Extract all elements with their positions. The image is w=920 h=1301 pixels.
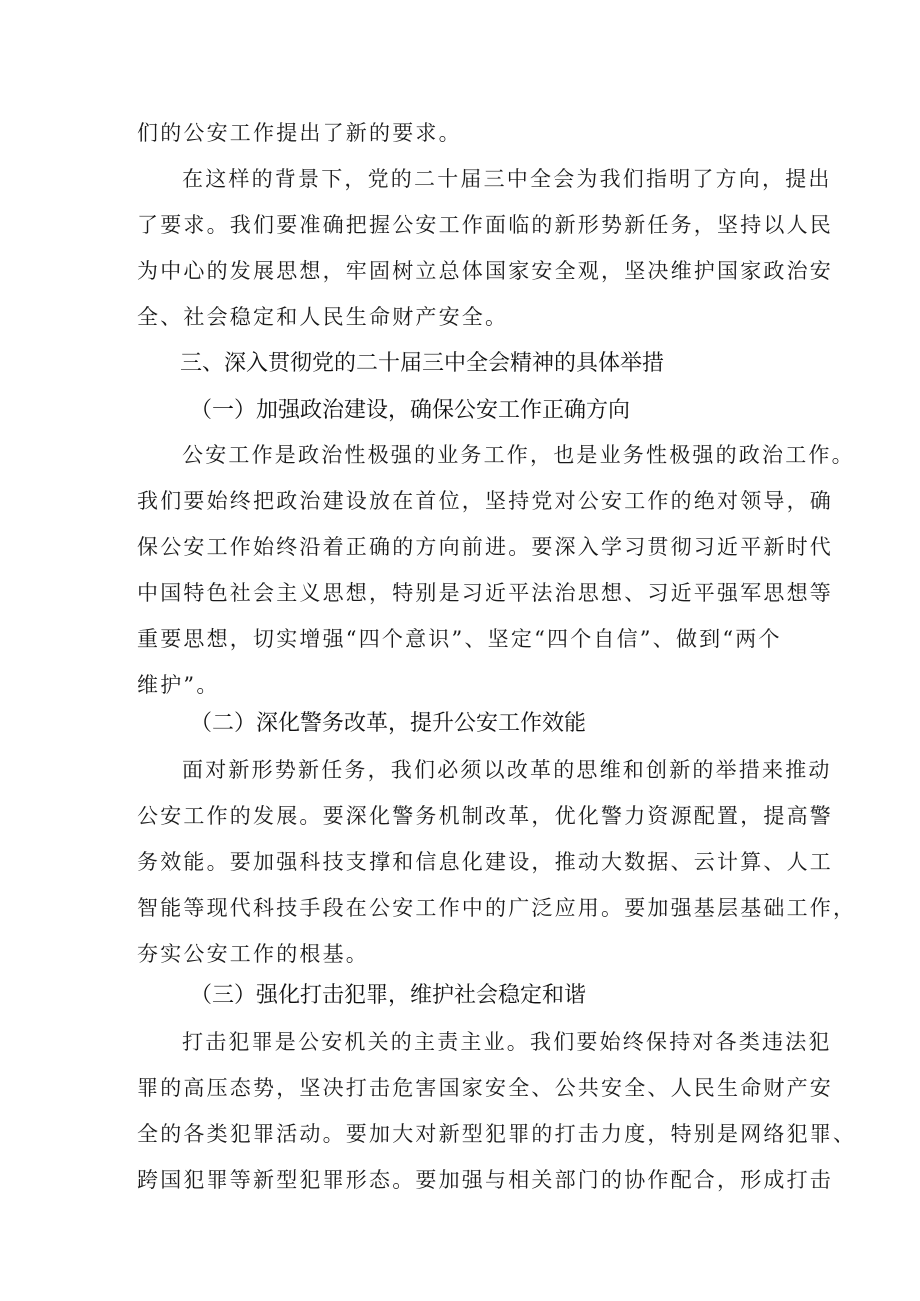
- paragraph-line: 全的各类犯罪活动。要加大对新型犯罪的打击力度，特别是网络犯罪、: [137, 1122, 857, 1146]
- subsection-heading: （二）深化警务改革，提升公安工作效能: [190, 711, 587, 736]
- subsection-heading: （一）加强政治建设，确保公安工作正确方向: [190, 398, 631, 423]
- paragraph-line: 夯实公安工作的根基。: [137, 942, 369, 966]
- paragraph-line: 在这样的背景下，党的二十届三中全会为我们指明了方向，提出: [182, 167, 832, 191]
- paragraph-line: 了要求。我们要准确把握公安工作面临的新形势新任务，坚持以人民: [137, 213, 833, 237]
- paragraph-line: 我们要始终把政治建设放在首位，坚持党对公安工作的绝对领导，确: [137, 489, 833, 513]
- paragraph-line: 罪的高压态势，坚决打击危害国家安全、公共安全、人民生命财产安: [137, 1076, 833, 1100]
- paragraph-line: 保公安工作始终沿着正确的方向前进。要深入学习贯彻习近平新时代: [137, 535, 833, 559]
- paragraph-line: 为中心的发展思想，牢固树立总体国家安全观，坚决维护国家政治安: [137, 259, 833, 283]
- subsection-heading: （三）强化打击犯罪，维护社会稳定和谐: [190, 983, 587, 1008]
- paragraph-line: 维护”。: [137, 673, 220, 697]
- paragraph-line: 面对新形势新任务，我们必须以改革的思维和创新的举措来推动: [182, 758, 832, 782]
- paragraph-line: 务效能。要加强科技支撑和信息化建设，推动大数据、云计算、人工: [137, 850, 833, 874]
- paragraph-line: 公安工作是政治性极强的业务工作，也是业务性极强的政治工作。: [182, 443, 855, 467]
- paragraph-line: 打击犯罪是公安机关的主责主业。我们要始终保持对各类违法犯: [182, 1030, 832, 1054]
- paragraph-line: 公安工作的发展。要深化警务机制改革，优化警力资源配置，提高警: [137, 804, 833, 828]
- paragraph-line: 全、社会稳定和人民生命财产安全。: [137, 305, 509, 329]
- paragraph-line: 重要思想，切实增强“四个意识”、坚定“四个自信”、做到“两个: [137, 627, 782, 651]
- paragraph-line: 中国特色社会主义思想，特别是习近平法治思想、习近平强军思想等: [137, 581, 833, 605]
- paragraph-line: 们的公安工作提出了新的要求。: [137, 121, 462, 145]
- section-heading: 三、深入贯彻党的二十届三中全会精神的具体举措: [180, 351, 665, 376]
- paragraph-line: 跨国犯罪等新型犯罪形态。要加强与相关部门的协作配合，形成打击: [137, 1168, 833, 1192]
- paragraph-line: 智能等现代科技手段在公安工作中的广泛应用。要加强基层基础工作，: [137, 896, 857, 920]
